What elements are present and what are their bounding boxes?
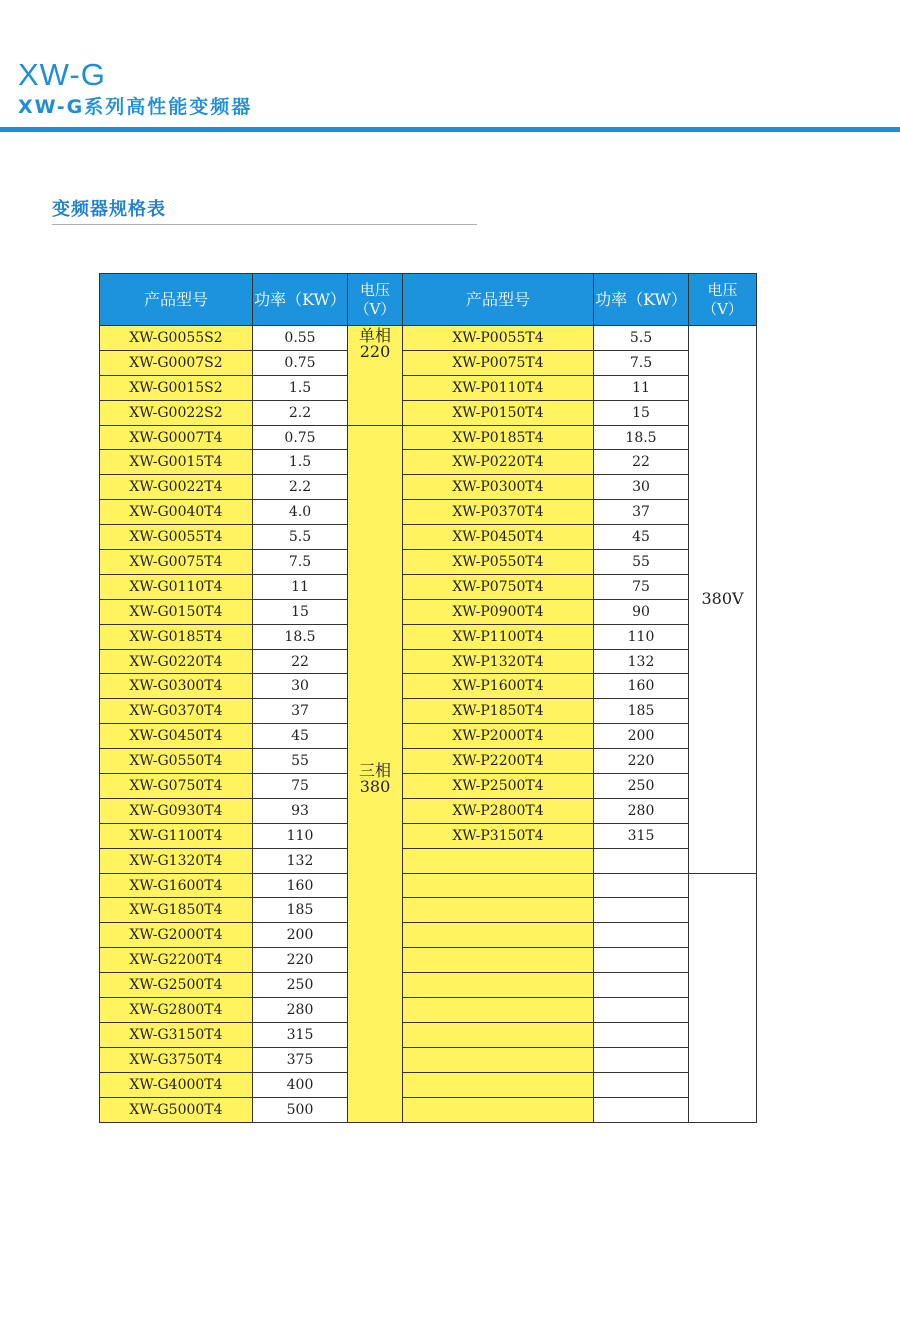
model-cell: XW-G0300T4 (100, 674, 253, 699)
power-cell: 4.0 (253, 500, 348, 525)
power-cell: 55 (253, 749, 348, 774)
model-cell: XW-G0550T4 (100, 749, 253, 774)
model-cell: XW-P2200T4 (403, 749, 594, 774)
model-cell: XW-G0450T4 (100, 724, 253, 749)
model-cell: XW-G5000T4 (100, 1097, 253, 1122)
power-cell: 0.75 (253, 425, 348, 450)
voltage-group-cell (348, 326, 403, 426)
power-cell: 400 (253, 1072, 348, 1097)
empty-power-cell (594, 873, 689, 898)
table-row (100, 1097, 757, 1122)
power-cell: 2.2 (253, 400, 348, 425)
model-cell: XW-G0150T4 (100, 599, 253, 624)
model-cell: XW-G2200T4 (100, 948, 253, 973)
power-cell: 132 (594, 649, 689, 674)
power-cell: 160 (253, 873, 348, 898)
table-row (100, 550, 757, 575)
model-cell: XW-P2800T4 (403, 798, 594, 823)
power-cell: 220 (594, 749, 689, 774)
empty-power-cell (594, 973, 689, 998)
table-row (100, 350, 757, 375)
model-cell: XW-G0370T4 (100, 699, 253, 724)
power-cell: 185 (253, 898, 348, 923)
table-row (100, 774, 757, 799)
model-cell: XW-G1600T4 (100, 873, 253, 898)
empty-model-cell (403, 898, 594, 923)
power-cell: 280 (253, 998, 348, 1023)
model-cell: XW-P0055T4 (403, 326, 594, 351)
power-cell: 110 (594, 624, 689, 649)
power-cell: 160 (594, 674, 689, 699)
model-cell: XW-P0075T4 (403, 350, 594, 375)
header-voltage-unit: （V） (354, 299, 396, 318)
table-row (100, 873, 757, 898)
model-cell: XW-P0300T4 (403, 475, 594, 500)
header-power-right: 功率（KW） (594, 274, 689, 326)
power-cell: 22 (594, 450, 689, 475)
model-cell: XW-G3150T4 (100, 1022, 253, 1047)
power-cell: 18.5 (253, 624, 348, 649)
table-row (100, 475, 757, 500)
power-cell: 18.5 (594, 425, 689, 450)
voltage-phase-label: 单相 (358, 326, 391, 345)
power-cell: 132 (253, 848, 348, 873)
power-cell: 315 (253, 1022, 348, 1047)
model-cell: XW-P0750T4 (403, 574, 594, 599)
model-cell: XW-P0150T4 (403, 400, 594, 425)
power-cell: 7.5 (594, 350, 689, 375)
model-cell: XW-G0022S2 (100, 400, 253, 425)
empty-power-cell (594, 1022, 689, 1047)
table-row (100, 674, 757, 699)
series-subtitle: XW-G系列高性能变频器 (18, 96, 253, 118)
power-cell: 37 (594, 500, 689, 525)
header-model-right: 产品型号 (403, 274, 594, 326)
table-row (100, 898, 757, 923)
power-cell: 30 (594, 475, 689, 500)
model-cell: XW-P0550T4 (403, 550, 594, 575)
model-cell: XW-P0110T4 (403, 375, 594, 400)
power-cell: 55 (594, 550, 689, 575)
empty-model-cell (403, 848, 594, 873)
voltage-phase-label: 三相 (358, 760, 391, 780)
empty-model-cell (403, 873, 594, 898)
power-cell: 90 (594, 599, 689, 624)
model-cell: XW-G0075T4 (100, 550, 253, 575)
table-row (100, 450, 757, 475)
model-cell: XW-P3150T4 (403, 823, 594, 848)
header-voltage-label: 电压 (359, 280, 390, 299)
power-cell: 93 (253, 798, 348, 823)
table-row (100, 973, 757, 998)
model-cell: XW-P1320T4 (403, 649, 594, 674)
section-divider (52, 224, 477, 225)
table-row (100, 425, 757, 450)
table-row (100, 375, 757, 400)
power-cell: 200 (594, 724, 689, 749)
model-cell: XW-P0185T4 (403, 425, 594, 450)
header-model-left: 产品型号 (100, 274, 253, 326)
table-row (100, 624, 757, 649)
section-title: 变频器规格表 (52, 199, 166, 220)
empty-model-cell (403, 1097, 594, 1122)
model-cell: XW-P1600T4 (403, 674, 594, 699)
model-cell: XW-G1100T4 (100, 823, 253, 848)
power-cell: 185 (594, 699, 689, 724)
power-cell: 75 (594, 574, 689, 599)
empty-power-cell (594, 948, 689, 973)
model-cell: XW-P0450T4 (403, 525, 594, 550)
power-cell: 110 (253, 823, 348, 848)
table-header-row (100, 274, 757, 326)
power-cell: 45 (594, 525, 689, 550)
model-cell: XW-G0007T4 (100, 425, 253, 450)
model-cell: XW-P0370T4 (403, 500, 594, 525)
power-cell: 5.5 (253, 525, 348, 550)
model-cell: XW-G0750T4 (100, 774, 253, 799)
empty-power-cell (594, 1047, 689, 1072)
model-cell: XW-G0185T4 (100, 624, 253, 649)
power-cell: 37 (253, 699, 348, 724)
model-cell: XW-G0015S2 (100, 375, 253, 400)
power-cell: 22 (253, 649, 348, 674)
empty-power-cell (594, 848, 689, 873)
model-cell: XW-G0930T4 (100, 798, 253, 823)
power-cell: 500 (253, 1097, 348, 1122)
table-row (100, 1072, 757, 1097)
model-cell: XW-G2000T4 (100, 923, 253, 948)
power-cell: 280 (594, 798, 689, 823)
model-cell: XW-G0015T4 (100, 450, 253, 475)
header-voltage-right (689, 274, 757, 326)
table-row (100, 724, 757, 749)
model-cell: XW-P2000T4 (403, 724, 594, 749)
model-cell: XW-G1850T4 (100, 898, 253, 923)
power-cell: 1.5 (253, 450, 348, 475)
power-cell: 11 (253, 574, 348, 599)
model-cell: XW-G2800T4 (100, 998, 253, 1023)
voltage-value: 220 (359, 342, 391, 361)
empty-power-cell (594, 1072, 689, 1097)
table-row (100, 848, 757, 873)
power-cell: 1.5 (253, 375, 348, 400)
table-row (100, 326, 757, 351)
model-cell: XW-P2500T4 (403, 774, 594, 799)
table-row (100, 823, 757, 848)
power-cell: 0.55 (253, 326, 348, 351)
table-row (100, 948, 757, 973)
model-cell: XW-P1850T4 (403, 699, 594, 724)
table-row (100, 998, 757, 1023)
power-cell: 250 (253, 973, 348, 998)
empty-model-cell (403, 973, 594, 998)
header-voltage-unit: （V） (702, 299, 743, 318)
power-cell: 250 (594, 774, 689, 799)
header-voltage-label: 电压 (707, 280, 738, 299)
model-cell: XW-P1100T4 (403, 624, 594, 649)
power-cell: 30 (253, 674, 348, 699)
model-cell: XW-G0055S2 (100, 326, 253, 351)
model-cell: XW-G0110T4 (100, 574, 253, 599)
power-cell: 200 (253, 923, 348, 948)
power-cell: 220 (253, 948, 348, 973)
model-cell: XW-G0055T4 (100, 525, 253, 550)
table-row (100, 649, 757, 674)
empty-model-cell (403, 1072, 594, 1097)
power-cell: 375 (253, 1047, 348, 1072)
voltage-value: 380 (359, 776, 391, 796)
spec-table (99, 273, 757, 1123)
right-voltage-cell: 380V (689, 326, 757, 874)
table-row (100, 749, 757, 774)
table-row (100, 1022, 757, 1047)
table-row (100, 923, 757, 948)
power-cell: 11 (594, 375, 689, 400)
model-cell: XW-G1320T4 (100, 848, 253, 873)
model-cell: XW-P0900T4 (403, 599, 594, 624)
empty-model-cell (403, 998, 594, 1023)
power-cell: 2.2 (253, 475, 348, 500)
empty-model-cell (403, 1022, 594, 1047)
empty-model-cell (403, 923, 594, 948)
table-row (100, 574, 757, 599)
power-cell: 315 (594, 823, 689, 848)
power-cell: 45 (253, 724, 348, 749)
power-cell: 5.5 (594, 326, 689, 351)
power-cell: 75 (253, 774, 348, 799)
empty-power-cell (594, 898, 689, 923)
empty-power-cell (594, 1097, 689, 1122)
header-divider (0, 127, 900, 132)
table-row (100, 699, 757, 724)
table-row (100, 599, 757, 624)
table-row (100, 1047, 757, 1072)
header-power-left: 功率（KW） (253, 274, 348, 326)
model-cell: XW-P0220T4 (403, 450, 594, 475)
model-cell: XW-G0220T4 (100, 649, 253, 674)
power-cell: 0.75 (253, 350, 348, 375)
power-cell: 15 (594, 400, 689, 425)
model-cell: XW-G3750T4 (100, 1047, 253, 1072)
power-cell: 15 (253, 599, 348, 624)
power-cell: 7.5 (253, 550, 348, 575)
empty-model-cell (403, 948, 594, 973)
table-row (100, 400, 757, 425)
voltage-group-cell (348, 425, 403, 1122)
model-cell: XW-G0040T4 (100, 500, 253, 525)
empty-power-cell (594, 998, 689, 1023)
empty-voltage-cell (689, 873, 757, 1122)
model-cell: XW-G0007S2 (100, 350, 253, 375)
model-cell: XW-G0022T4 (100, 475, 253, 500)
table-row (100, 525, 757, 550)
brand-title: XW-G (18, 57, 106, 92)
empty-power-cell (594, 923, 689, 948)
table-row (100, 798, 757, 823)
table-row (100, 500, 757, 525)
empty-model-cell (403, 1047, 594, 1072)
model-cell: XW-G2500T4 (100, 973, 253, 998)
header-voltage-left (348, 274, 403, 326)
model-cell: XW-G4000T4 (100, 1072, 253, 1097)
